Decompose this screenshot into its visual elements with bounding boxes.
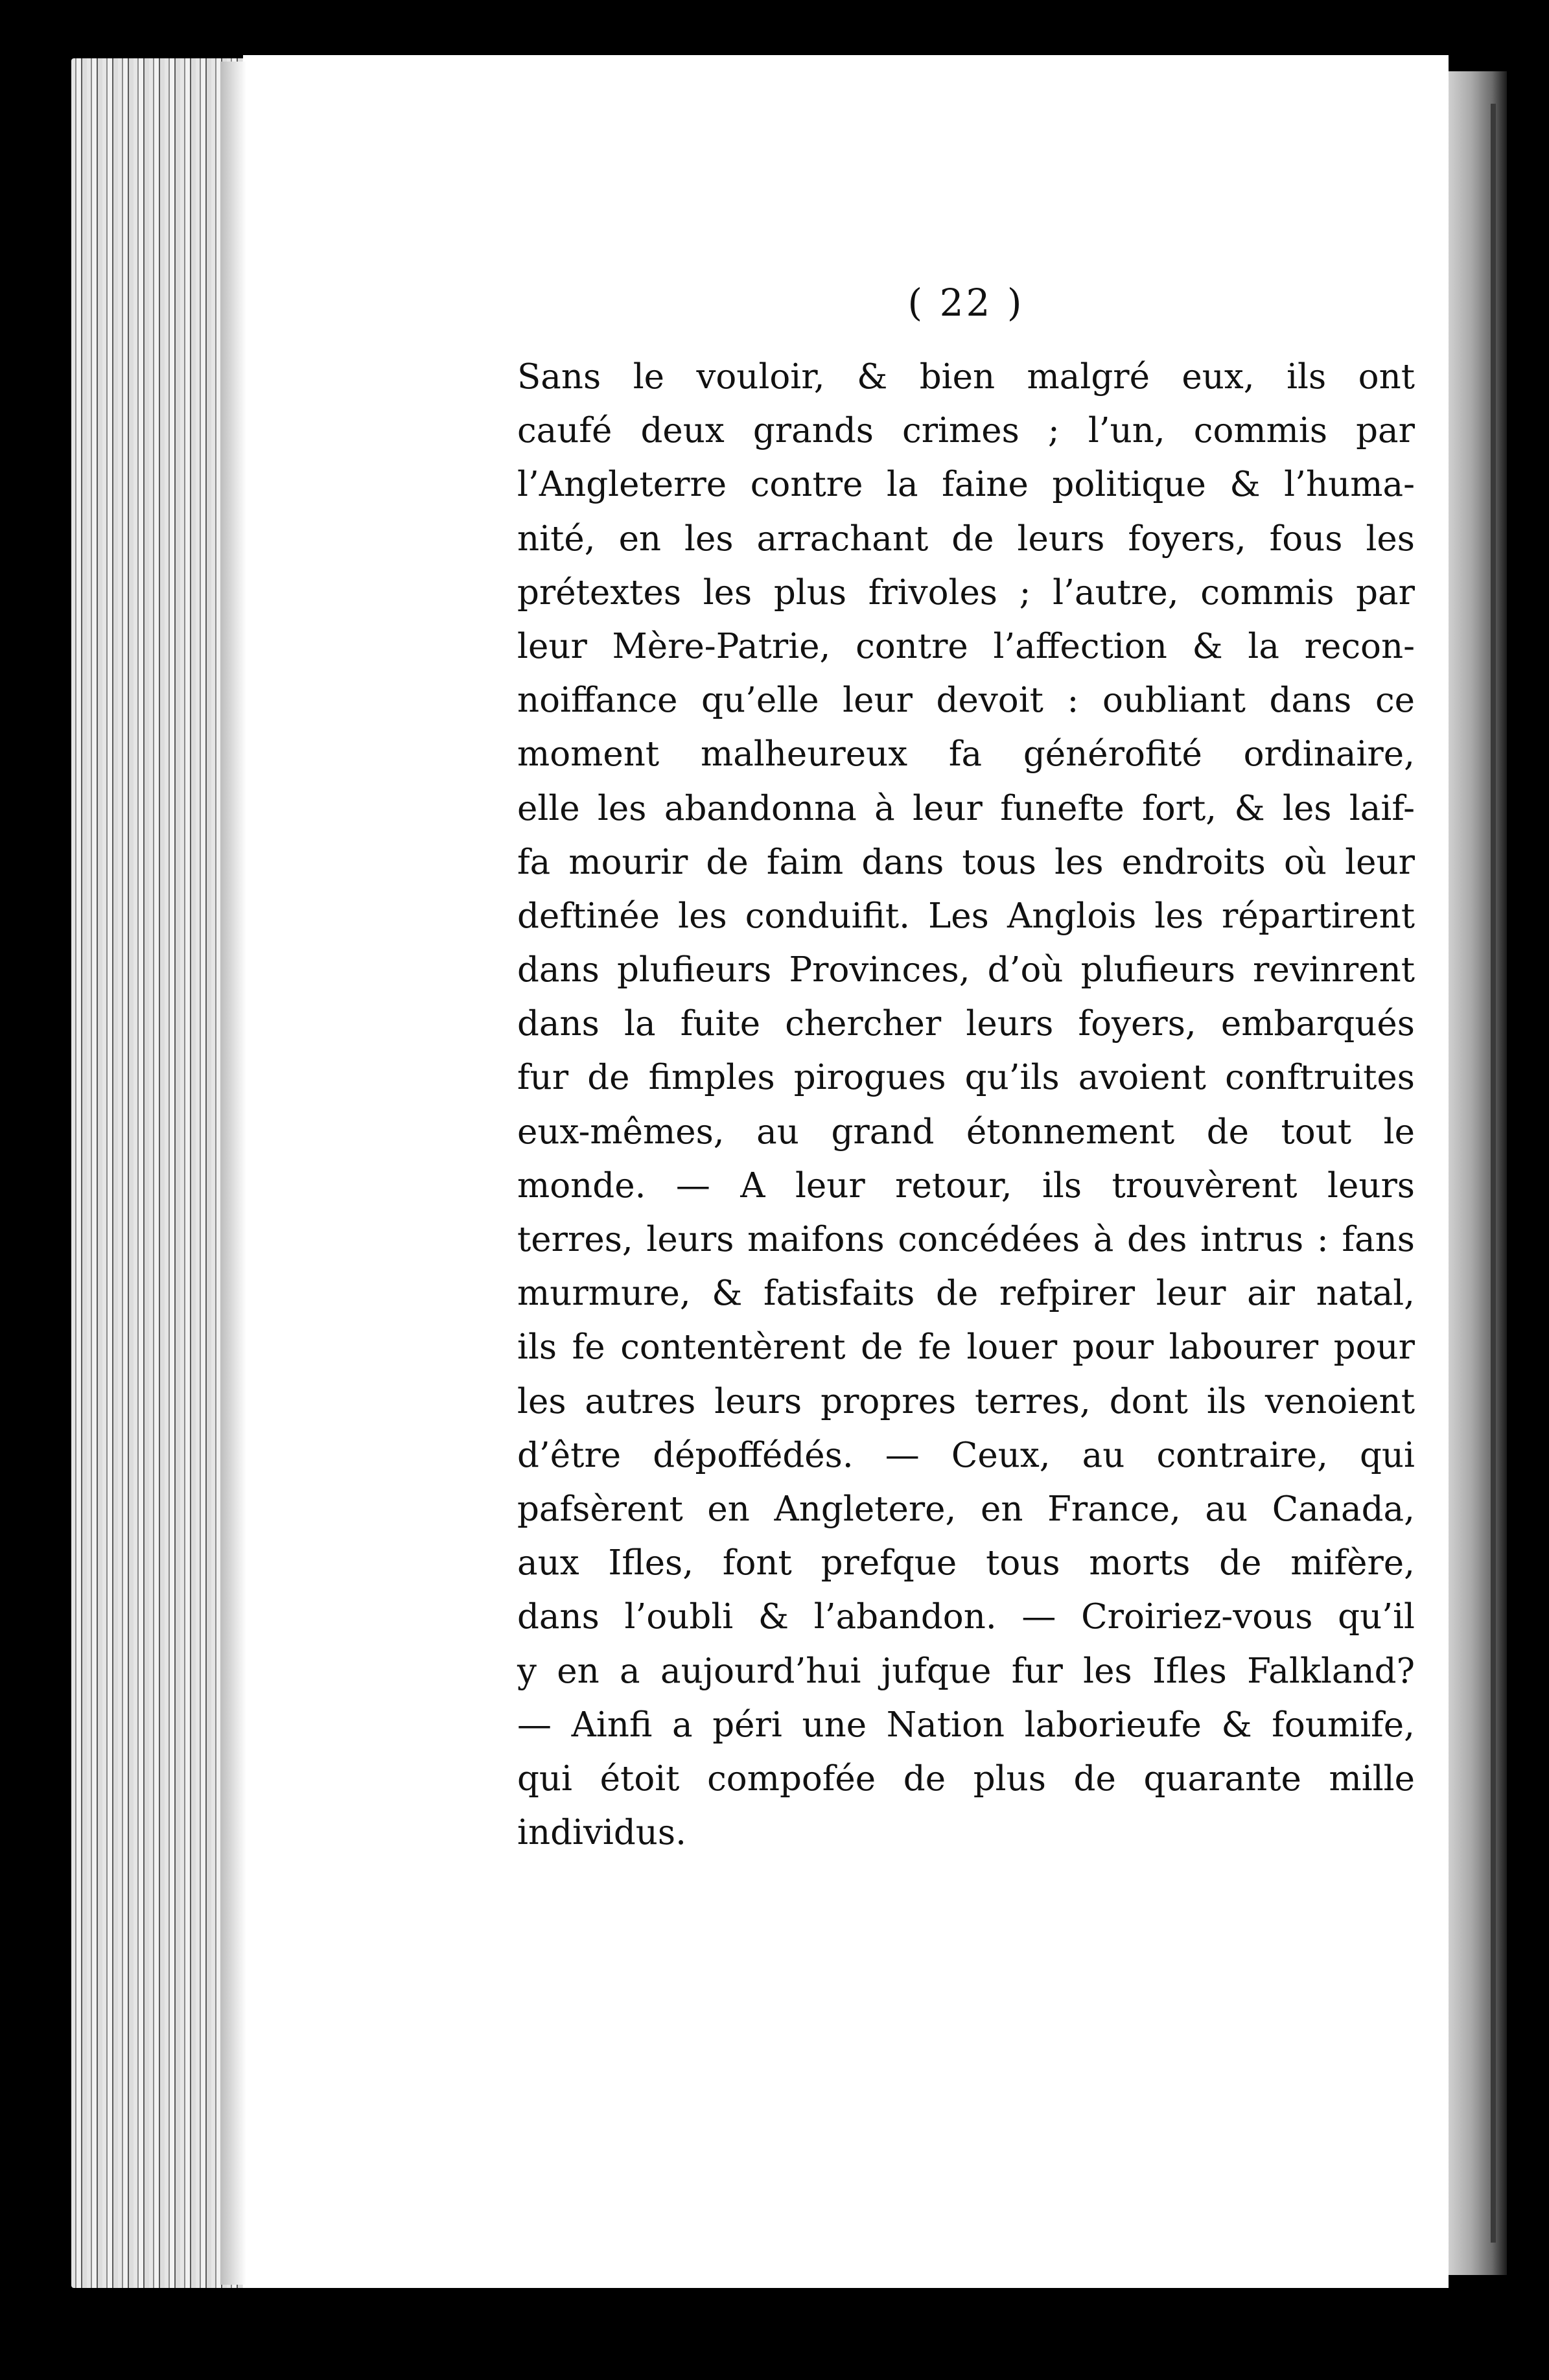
text-line: pafsèrent en Angletere, en France, au Canada, bbox=[517, 1489, 1415, 1529]
page-number: ( 22 ) bbox=[907, 281, 1025, 325]
body-text bbox=[517, 350, 1415, 1860]
text-line: leur Mère-Patrie, contre l’affection & la recon- bbox=[517, 626, 1415, 666]
text-line: d’être dépoffédés. — Ceux, au contraire, qui bbox=[517, 1435, 1415, 1475]
text-line: caufé deux grands crimes ; l’un, commis par bbox=[517, 411, 1415, 451]
text-line: individus. bbox=[517, 1813, 686, 1853]
text-line: noiffance qu’elle leur devoit : oubliant dans ce bbox=[517, 681, 1415, 721]
text-line: deftinée les conduifit. Les Anglois les répartirent bbox=[517, 896, 1415, 936]
text-line: les autres leurs propres terres, dont ils venoient bbox=[517, 1381, 1415, 1421]
text-line: y en a aujourd’hui jufque fur les Ifles Falkland? bbox=[517, 1651, 1415, 1691]
text-line: murmure, & fatisfaits de refpirer leur air natal, bbox=[517, 1274, 1415, 1314]
text-line: prétextes les plus frivoles ; l’autre, commis par bbox=[517, 572, 1415, 612]
text-line: eux-mêmes, au grand étonnement de tout le bbox=[517, 1112, 1415, 1152]
text-line: fa mourir de faim dans tous les endroits où leur bbox=[517, 842, 1415, 882]
right-page-fold bbox=[1449, 71, 1507, 2275]
text-line: moment malheureux fa générofité ordinaire, bbox=[517, 734, 1415, 775]
text-line: ils fe contentèrent de fe louer pour labourer pour bbox=[517, 1327, 1415, 1368]
text-line: elle les abandonna à leur funefte fort, & les laif- bbox=[517, 788, 1415, 828]
gutter-shadow bbox=[220, 62, 246, 2285]
text-line: — Ainfi a péri une Nation laborieufe & foumife, bbox=[517, 1705, 1415, 1745]
text-line: dans l’oubli & l’abandon. — Croiriez-vous qu’il bbox=[517, 1597, 1415, 1637]
text-line: qui étoit compofée de plus de quarante mille bbox=[517, 1758, 1415, 1799]
text-line: Sans le vouloir, & bien malgré eux, ils ont bbox=[517, 357, 1415, 397]
text-line: monde. — A leur retour, ils trouvèrent leurs bbox=[517, 1165, 1415, 1206]
text-line: nité, en les arrachant de leurs foyers, fous les bbox=[517, 519, 1415, 559]
text-line: dans plufieurs Provinces, d’où plufieurs revinrent bbox=[517, 950, 1415, 990]
text-line: fur de fimples pirogues qu’ils avoient conftruites bbox=[517, 1058, 1415, 1098]
text-line: dans la fuite chercher leurs foyers, embarqués bbox=[517, 1004, 1415, 1044]
right-edge-line bbox=[1491, 104, 1496, 2243]
text-line: aux Ifles, font prefque tous morts de mifère, bbox=[517, 1543, 1415, 1583]
text-line: l’Angleterre contre la faine politique & l’huma- bbox=[517, 465, 1415, 505]
text-line: terres, leurs maifons concédées à des intrus : fans bbox=[517, 1220, 1415, 1259]
